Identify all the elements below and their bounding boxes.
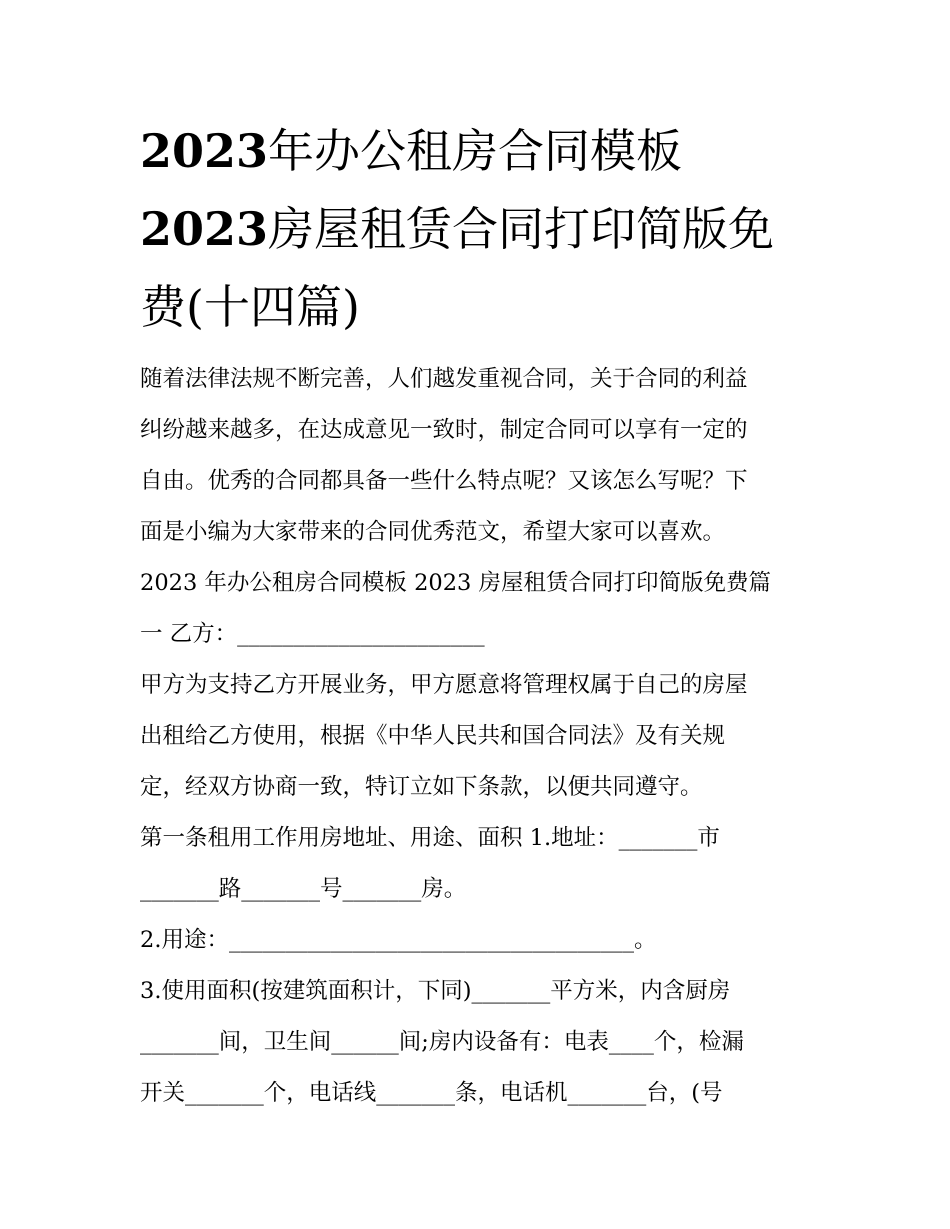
- document-title: [140, 112, 820, 346]
- body-line: 自由。优秀的合同都具备一些什么特点呢？又该怎么写呢？下: [140, 468, 748, 494]
- title-line: [140, 112, 820, 190]
- body-line: 面是小编为大家带来的合同优秀范文，希望大家可以喜欢。: [140, 519, 726, 545]
- title-year: 2023: [140, 202, 269, 256]
- body-line: 2023 年办公租房合同模板 2023 房屋租赁合同打印简版免费篇: [140, 570, 771, 596]
- body-line: 纠纷越来越多，在达成意见一致时，制定合同可以享有一定的: [140, 417, 748, 443]
- document-body: [140, 354, 820, 1119]
- title-text: 年办公租房合同模板: [268, 124, 683, 178]
- title-text: 房屋租赁合同打印简版免: [268, 202, 775, 256]
- body-line: 3.使用面积(按建筑面积计，下同)_______平方米，内含厨房: [140, 978, 731, 1004]
- body-line: 定，经双方协商一致，特订立如下条款，以便共同遵守。: [140, 774, 703, 800]
- title-text: 费(十四篇): [140, 280, 360, 334]
- body-line: 开关_______个，电话线_______条，电话机_______台，(号: [140, 1080, 723, 1106]
- body-line: 随着法律法规不断完善，人们越发重视合同，关于合同的利益: [140, 366, 748, 392]
- body-line: _______间，卫生间______间;房内设备有：电表____个，检漏: [140, 1029, 744, 1055]
- title-line: [140, 268, 820, 346]
- body-line: 一 乙方：______________________: [140, 621, 485, 647]
- body-line: 甲方为支持乙方开展业务，甲方愿意将管理权属于自己的房屋: [140, 672, 748, 698]
- body-line: _______路_______号_______房。: [140, 876, 467, 902]
- body-line: 2.用途：____________________________________。: [140, 927, 657, 953]
- body-line: 出租给乙方使用，根据《中华人民共和国合同法》及有关规: [140, 723, 726, 749]
- title-line: [140, 190, 820, 268]
- body-line: 第一条租用工作用房地址、用途、面积 1.地址：_______市: [140, 825, 720, 851]
- title-year: 2023: [140, 124, 269, 178]
